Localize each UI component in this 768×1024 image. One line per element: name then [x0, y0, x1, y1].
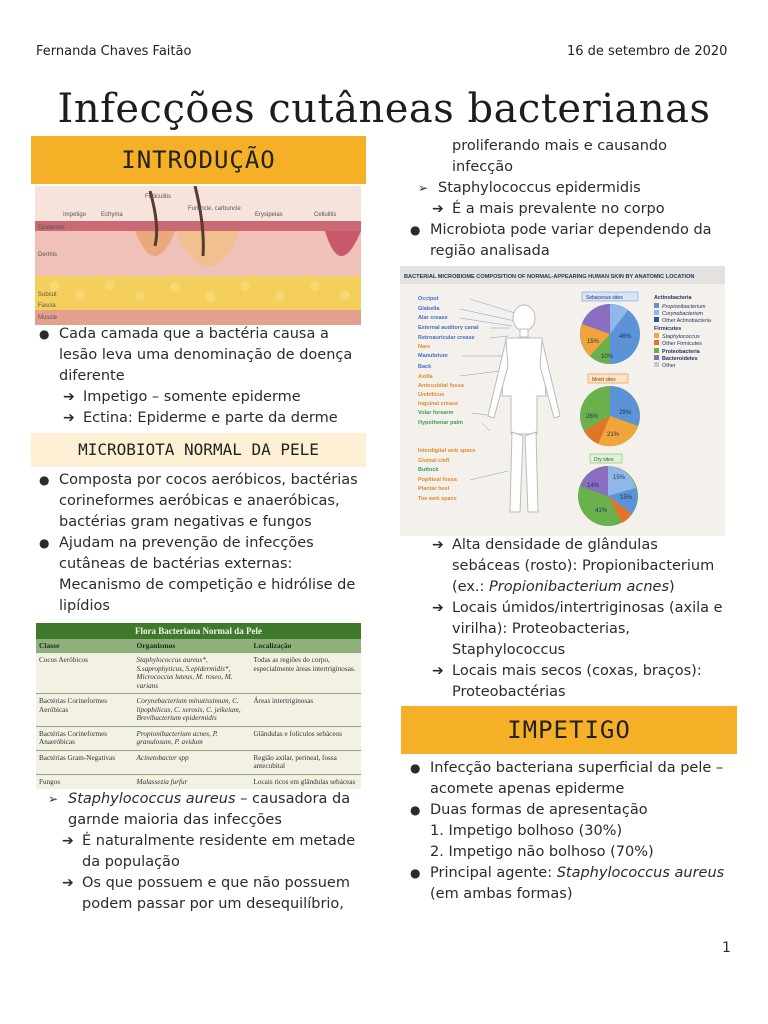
legend-item: Proteobacteria	[662, 349, 700, 355]
legend-swatch	[654, 362, 659, 367]
table-cell: Fungos	[36, 774, 134, 789]
microbiome-figure	[400, 266, 725, 536]
legend-swatch	[654, 303, 659, 308]
date: 16 de setembro de 2020	[567, 44, 728, 59]
label-ecthyma: Echyma	[101, 212, 123, 218]
list-item: ➔ É a mais prevalente no corpo	[432, 201, 665, 217]
pie-label: 21%	[607, 432, 620, 438]
epidermis-layer	[35, 221, 361, 231]
table-row	[36, 750, 361, 774]
list-item: ➢ Staphylococcus aureus – causadora da garnde maioria das infecções	[48, 791, 351, 828]
label-dermis: Dermis	[38, 252, 57, 258]
list-item: ➔ Impetigo – somente epiderme	[63, 389, 301, 405]
right-top-list	[410, 178, 728, 262]
list-item: 2. Impetigo não bolhoso (70%)	[430, 844, 654, 860]
table-cell: Propionibacterium acnes, P. granulosum, P. avidum	[134, 726, 251, 750]
table-cell: Staphylococcus aureus*, S.saprophyticus, S.epidermidis*, Micrococcus luteus, M. roseo, M. varians	[134, 653, 251, 694]
pie-label: 41%	[595, 508, 608, 514]
table-cell: Acinetobacter spp	[134, 750, 251, 774]
site-label: Occiput	[418, 296, 439, 302]
table-cell: Áreas intertriginosas	[251, 694, 362, 727]
table-cell: Locais ricos em glândulas sebáceas	[251, 774, 362, 789]
group-label: Dry sites	[594, 457, 614, 463]
pie-label: 29%	[619, 410, 632, 416]
flora-table-title: Flora Bacteriana Normal da Pele	[36, 623, 361, 639]
list-item: ● Duas formas de apresentação	[410, 802, 648, 818]
pie-label: 46%	[619, 334, 632, 340]
section-microbiota: MICROBIOTA NORMAL DA PELE	[31, 433, 366, 467]
right-mid-list	[432, 535, 727, 703]
table-row	[36, 726, 361, 750]
table-cell: Cocos Aeróbicos	[36, 653, 134, 694]
label-furuncle: Furuncle, carbuncle	[188, 206, 241, 212]
legend-swatch	[654, 310, 659, 315]
list-item: ● Microbiota pode variar dependendo da região analisada	[410, 222, 712, 259]
flora-table	[36, 639, 361, 789]
legend-heading: Actinobacteria	[654, 295, 692, 301]
label-muscle: Muscle	[38, 315, 58, 321]
section-impetigo: IMPETIGO	[401, 706, 737, 754]
site-label: Retroauricular crease	[418, 335, 475, 341]
impetigo-list	[410, 758, 730, 905]
page-number: 1	[722, 940, 731, 956]
pie-label: 14%	[587, 483, 600, 489]
author-name: Fernanda Chaves Faitão	[36, 44, 192, 59]
pie-label: 15%	[620, 495, 633, 501]
list-item: proliferando mais e causando infecção	[452, 138, 668, 175]
legend-swatch	[654, 348, 659, 353]
label-erysipelas: Erysipelas	[255, 212, 283, 218]
site-label: Glabella	[418, 306, 440, 312]
right-top-text	[452, 136, 727, 178]
legend-swatch	[654, 355, 659, 360]
site-label: Axilla	[418, 374, 433, 380]
flora-table-figure	[36, 623, 361, 789]
legend-swatch	[654, 340, 659, 345]
intro-list	[39, 324, 364, 429]
site-label: Buttock	[418, 467, 439, 473]
site-label: Manubrium	[418, 353, 448, 359]
skin-layers-figure	[35, 186, 361, 325]
page-title: Infecções cutâneas bacterianas	[57, 86, 711, 132]
label-fascia: Fascia	[38, 303, 56, 309]
legend-item: Propionibacterium	[662, 304, 706, 310]
site-label: Antecubital fossa	[418, 383, 464, 389]
table-row	[36, 653, 361, 694]
list-item: ● Cada camada que a bactéria causa a lesão leva uma denominação de doença diferente	[39, 326, 353, 384]
table-cell: Bactérias Corineformes Anaeróbicas	[36, 726, 134, 750]
label-impetigo: Impetigo	[63, 212, 87, 218]
site-label: Inguinal crease	[418, 401, 459, 407]
muscle-layer	[35, 310, 361, 325]
site-label: Interdigital web space	[418, 448, 476, 454]
list-item: ● Principal agente: Staphylococcus aureus (em ambas formas)	[410, 865, 725, 902]
site-label: Toe web space	[418, 496, 457, 502]
group-label: Moist sites	[592, 377, 616, 383]
label-subcut: Subcut	[38, 292, 57, 298]
table-cell: Bactérias Corineformes Aeróbicas	[36, 694, 134, 727]
table-cell: Corynebacterium minutissimum, C. lipophilicus, C. xerosis, C. jeikeium, Brevibacterium epidermidis	[134, 694, 251, 727]
list-item: ➔ Locais úmidos/intertriginosas (axila e virilha): Proteobacterias, Staphylococcus	[432, 600, 723, 658]
table-cell: Bactérias Gram-Negativas	[36, 750, 134, 774]
site-label: Volar forearm	[418, 410, 454, 416]
list-item: 1. Impetigo bolhoso (30%)	[430, 823, 623, 839]
pie-label: 10%	[601, 354, 614, 360]
list-item: ➔ Ectina: Epiderme e parte da derme	[63, 410, 338, 426]
legend-item: Bacteroidetes	[662, 356, 698, 362]
group-label: Sebaceous sites	[586, 295, 623, 301]
site-label: Plantar heel	[418, 486, 450, 492]
col-header: Organismos	[134, 639, 251, 653]
table-cell: Glândulas e folículos sebáceos	[251, 726, 362, 750]
label-epidermis: Epidermis	[38, 225, 65, 231]
pie-dry	[578, 466, 638, 526]
table-cell: Malassezia furfur	[134, 774, 251, 789]
legend-swatch	[654, 317, 659, 322]
legend-item: Other	[662, 363, 676, 369]
site-label: Popliteal fossa	[418, 477, 457, 483]
table-cell: Região axilar, perineal, fossa antecubital	[251, 750, 362, 774]
label-folliculitis: Folliculitis	[145, 194, 172, 200]
site-label: Alar crease	[418, 315, 448, 321]
list-item: ➔ É naturalmente residente em metade da população	[62, 833, 356, 870]
table-row	[36, 694, 361, 727]
legend-heading: Firmicutes	[654, 326, 682, 332]
col-header: Classe	[36, 639, 134, 653]
site-label: Umbilicus	[418, 392, 445, 398]
list-item: ➔ Locais mais secos (coxas, braços): Proteobactérias	[432, 663, 702, 700]
site-label: External auditory canal	[418, 325, 479, 331]
site-label: Back	[418, 364, 432, 370]
table-row	[36, 774, 361, 789]
list-item: ➔ Alta densidade de glândulas sebáceas (rosto): Propionibacterium (ex.: Propionibacterium acnes)	[432, 537, 715, 595]
list-item: ● Infecção bacteriana superficial da pele – acomete apenas epiderme	[410, 760, 724, 797]
pie-label: 15%	[613, 475, 626, 481]
legend-item: Other Firmicutes	[662, 341, 702, 347]
site-label: Hypothenar palm	[418, 420, 463, 426]
microbiota-list	[39, 470, 364, 617]
legend-item: Corynebacterium	[662, 311, 704, 317]
list-item: ➔ Os que possuem e que não possuem podem passar por um desequilíbrio,	[62, 875, 350, 912]
col-header: Localização	[251, 639, 362, 653]
legend-item: Staphylococcus	[662, 334, 700, 340]
table-header-row	[36, 639, 361, 653]
pie-sebaceous	[580, 304, 640, 364]
staph-list	[48, 789, 364, 915]
legend-item: Other Actinobacteria	[662, 318, 711, 324]
list-item: ➢ Staphylococcus epidermidis	[418, 180, 641, 196]
legend-swatch	[654, 333, 659, 338]
site-label: Nare	[418, 344, 431, 350]
pie-label: 26%	[586, 414, 599, 420]
pie-label: 15%	[587, 339, 600, 345]
table-cell: Todas as regiões do corpo, especialmente áreas intertriginosas.	[251, 653, 362, 694]
section-introducao: INTRODUÇÃO	[31, 136, 366, 184]
pie-moist	[580, 386, 640, 446]
label-cellulitis: Cellulitis	[314, 212, 337, 218]
list-item: ● Composta por cocos aeróbicos, bactérias corineformes aeróbicas e anaeróbicas, bactérias gram negativas e fungos	[39, 472, 358, 530]
list-item: ● Ajudam na prevenção de infecções cutâneas de bactérias externas: Mecanismo de competição e hidrólise de lipídios	[39, 535, 356, 614]
figure-title: BACTERIAL MICROBIOME COMPOSITION OF NORMAL-APPEARING HUMAN SKIN BY ANATOMIC LOCATION	[404, 274, 695, 280]
site-label: Gluteal cleft	[418, 458, 450, 464]
